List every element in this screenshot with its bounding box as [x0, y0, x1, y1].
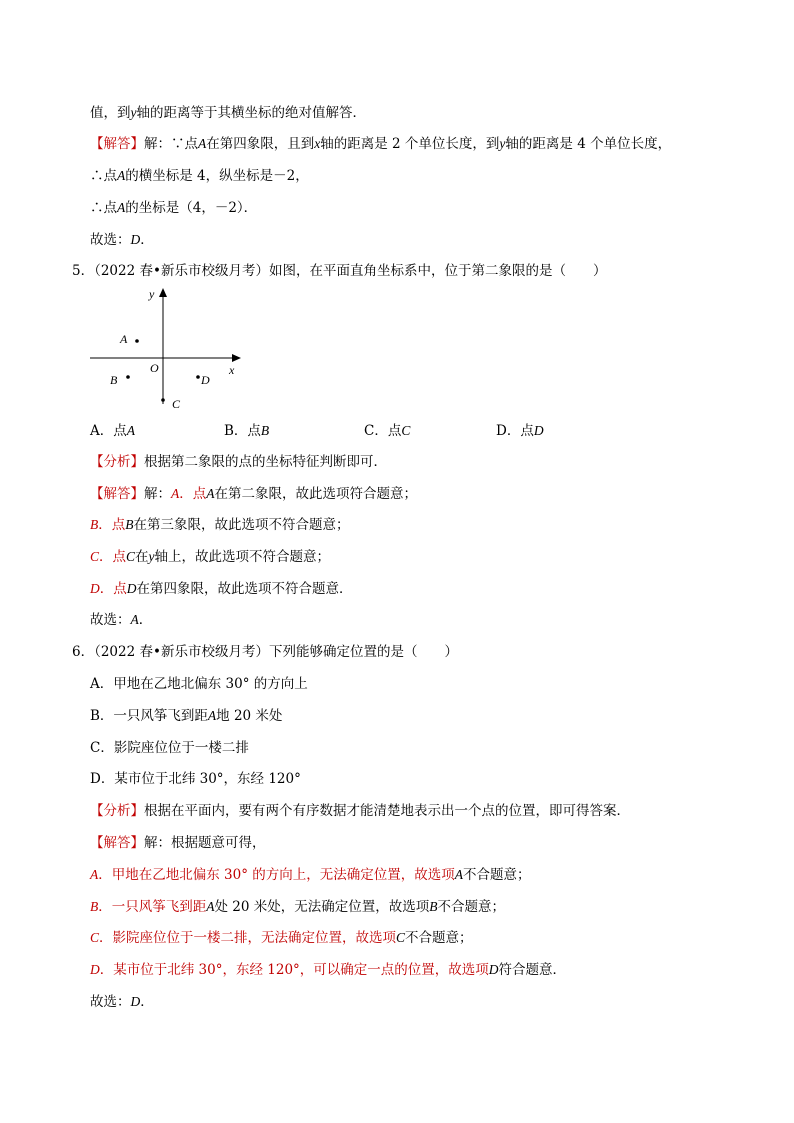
question-6-stem: 6．（2022 春•新乐市校级月考）下列能够确定位置的是（ ） — [72, 644, 458, 660]
y-axis-label: y — [149, 287, 155, 301]
analysis-tag: 【分析】 — [90, 454, 144, 470]
q6-solution-4: D．某市位于北纬 30°，东经 120°，可以确定一点的位置，故选项D符合题意． — [90, 962, 567, 978]
q5-choice: 故选：A． — [90, 612, 153, 628]
q5-solution-2: B．点B在第三象限，故此选项不符合题意； — [90, 517, 350, 533]
point-c-label: C — [172, 397, 181, 411]
q5-solution-1: 【解答】解：A．点A在第二象限，故此选项符合题意； — [90, 486, 417, 502]
q6-choice: 故选：D． — [90, 994, 154, 1010]
q5-option-c: C．点C — [364, 423, 411, 439]
point-d-label: D — [201, 373, 210, 387]
point-d — [196, 375, 200, 379]
point-c — [161, 398, 165, 402]
q6-option-d: D．某市位于北纬 30°，东经 120° — [90, 771, 301, 787]
q5-option-b: B．点B — [224, 423, 270, 439]
prev-solution: 【解答】解：∵点A在第四象限，且到x轴的距离是 2 个单位长度，到y轴的距离是 4 个单位长度， — [90, 136, 672, 152]
q5-option-a: A．点A — [90, 423, 135, 439]
q5-analysis: 【分析】根据第二象限的点的坐标特征判断即可． — [90, 454, 387, 470]
q5-option-d: D．点D — [496, 423, 544, 439]
q6-solution-2: B．一只风筝飞到距A处 20 米处，无法确定位置，故选项B不合题意； — [90, 899, 506, 915]
q6-option-c: C．影院座位位于一楼二排 — [90, 740, 249, 756]
q5-solution-4: D．点D在第四象限，故此选项不符合题意． — [90, 581, 353, 597]
coordinate-figure — [88, 284, 248, 414]
analysis-tag: 【分析】 — [90, 803, 144, 819]
q6-solution-1: A．甲地在乙地北偏东 30° 的方向上，无法确定位置，故选项A不合题意； — [90, 867, 531, 883]
point-a — [135, 339, 139, 343]
solution-tag: 【解答】 — [90, 486, 144, 502]
prev-line-3: ∴点A的横坐标是 4，纵坐标是－2， — [90, 168, 309, 184]
point-a-label: A — [120, 332, 128, 346]
q6-analysis: 【分析】根据在平面内，要有两个有序数据才能清楚地表示出一个点的位置，即可得答案． — [90, 803, 630, 819]
solution-tag: 【解答】 — [90, 136, 144, 152]
q6-option-b: B．一只风筝飞到距A地 20 米处 — [90, 708, 283, 724]
point-b-label: B — [110, 373, 118, 387]
x-axis-label: x — [229, 363, 235, 377]
origin-label: O — [150, 361, 159, 375]
prev-line-4: ∴点A的坐标是（4，－2）． — [90, 200, 258, 216]
solution-tag: 【解答】 — [90, 835, 144, 851]
question-5-stem: 5．（2022 春•新乐市校级月考）如图，在平面直角坐标系中，位于第二象限的是（ ） — [72, 263, 607, 279]
q6-solution-lead: 【解答】解：根据题意可得， — [90, 835, 266, 851]
point-b — [126, 375, 130, 379]
prev-line-1: 值，到y轴的距离等于其横坐标的绝对值解答． — [90, 105, 366, 121]
q6-option-a: A．甲地在乙地北偏东 30° 的方向上 — [90, 676, 308, 692]
q5-solution-3: C．点C在y轴上，故此选项不符合题意； — [90, 549, 331, 565]
q6-solution-3: C．影院座位位于一楼二排，无法确定位置，故选项C不合题意； — [90, 930, 473, 946]
prev-choice: 故选：D． — [90, 232, 154, 248]
